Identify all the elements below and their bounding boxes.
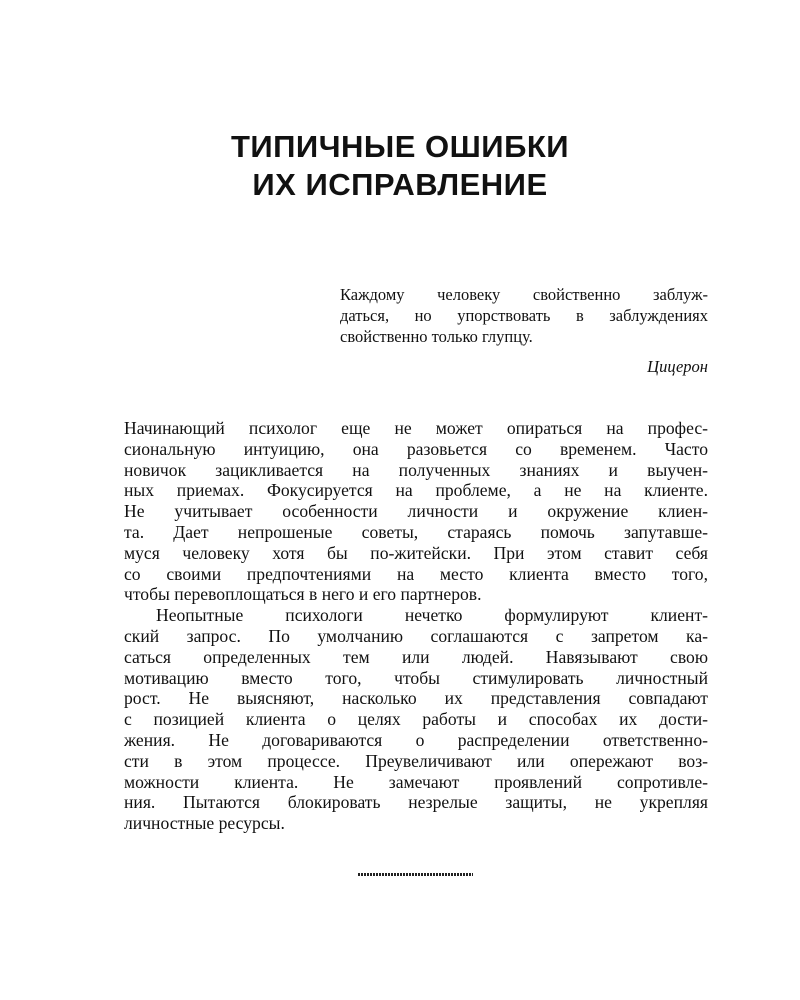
text-line: личностные ресурсы. <box>124 813 285 834</box>
body-text <box>124 418 708 834</box>
text-line: мотивацию вместо того, чтобы стимулировать личностный <box>124 667 708 688</box>
text-line: та. Дает непрошеные советы, стараясь помочь запутавше- <box>124 521 708 542</box>
text-line: рост. Не выясняют, насколько их представления совпадают <box>124 688 708 709</box>
text-line: чтобы перевоплощаться в него и его партнеров. <box>124 584 482 605</box>
text-line: муся человеку хотя бы по-житейски. При этом ставит себя <box>124 542 708 563</box>
text-line: ния. Пытаются блокировать незрелые защиты, не укрепляя <box>124 792 708 813</box>
chapter-title <box>0 128 800 204</box>
text-line: Начинающий психолог еще не может опираться на профес- <box>124 418 708 438</box>
text-line: сти в этом процессе. Преувеличивают или опережают воз- <box>124 750 708 771</box>
text-line: сиональную интуицию, она разовьется со временем. Часто <box>124 438 708 459</box>
text-line: ных приемах. Фокусируется на проблеме, а не на клиенте. <box>124 480 708 501</box>
chapter-title-line-1: ТИПИЧНЫЕ ОШИБКИ <box>230 129 570 164</box>
epigraph-author: Цицерон <box>647 357 708 376</box>
text-line: Не учитывает особенности личности и окружение клиен- <box>124 501 708 522</box>
text-line: с позицией клиента о целях работы и способах их дости- <box>124 709 708 730</box>
text-line: новичок зацикливается на полученных знаниях и выучен- <box>124 459 708 480</box>
epigraph-line: Каждому человеку свойственно заблуж- <box>340 285 708 304</box>
epigraph-line: даться, но упорствовать в заблуждениях <box>340 306 708 325</box>
epigraph-line: свойственно только глупцу. <box>340 327 533 346</box>
paragraph-1 <box>124 418 708 605</box>
text-line: саться определенных тем или людей. Навязывают свою <box>124 646 708 667</box>
text-line: можности клиента. Не замечают проявлений сопротивле- <box>124 771 708 792</box>
text-line: со своими предпочтениями на место клиента вместо того, <box>124 563 708 584</box>
text-line: ский запрос. По умолчанию соглашаются с запретом ка- <box>124 625 708 646</box>
section-separator <box>358 873 473 876</box>
text-line: Неопытные психологи нечетко формулируют клиент- <box>156 605 708 626</box>
chapter-title-line-2: ИХ ИСПРАВЛЕНИЕ <box>252 167 548 202</box>
text-line: жения. Не договариваются о распределении ответственно- <box>124 729 708 750</box>
paragraph-2 <box>124 605 708 834</box>
epigraph <box>340 284 708 377</box>
